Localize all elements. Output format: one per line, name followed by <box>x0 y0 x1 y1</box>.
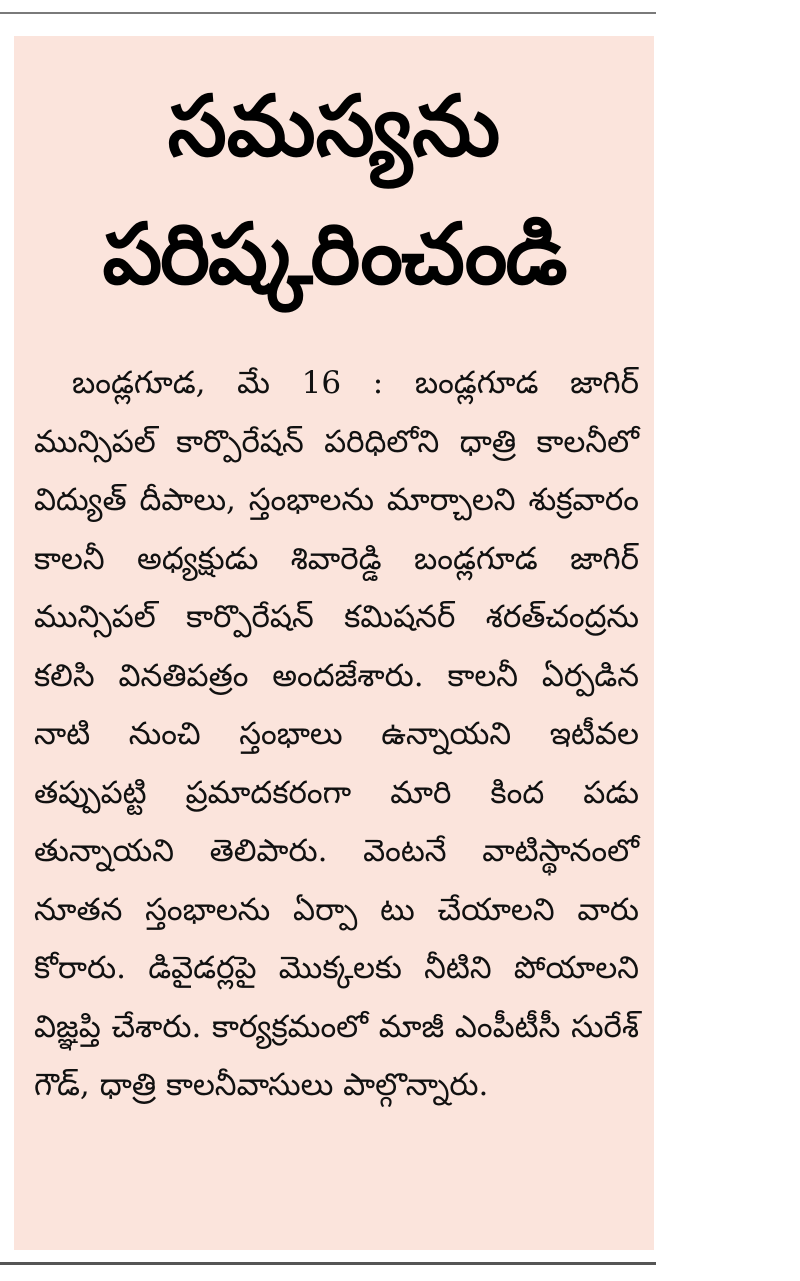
headline-line-1: సమస్యను <box>167 77 501 175</box>
article-body: బండ్లగూడ, మే 16 : బండ్లగూడ జాగిర్ మున్సిపల్ కార్పొరేషన్ పరిధిలోని ధాత్రి కాలనీలో విద్యుత్ దీపాలు, స్తంభాలను మార్చాలని శుక్రవారం కాలనీ అధ్యక్షుడు శివారెడ్డి బండ్లగూడ జాగిర్ మున్సిపల్ కార్పొరేషన్ కమిషనర్ శరత్‌చంద్రను కలిసి వినతిపత్రం అందజేశారు. కాలనీ ఏర్పడిన నాటి నుంచి స్తంభాలు ఉన్నాయని ఇటీవల తప్పుపట్టి ప్రమాదకరంగా మారి కింద పడు తున్నాయని తెలిపారు. వెంటనే వాటిస్థానంలో నూతన స్తంభాలను ఏర్పా టు చేయాలని వారు కోరారు. డివైడర్లపై మొక్కలకు నీటిని పోయాలని విజ్ఞప్తి చేశారు. కార్యక్రమంలో మాజీ ఎంపీటీసీ సురేశ్ గౌడ్, ధాత్రి కాలనీవాసులు పాల్గొన్నారు. <box>34 365 639 1103</box>
headline-line-2: పరిష్కరించండి <box>102 205 566 303</box>
news-clipping <box>14 36 654 1250</box>
bottom-divider-line <box>0 1262 656 1265</box>
top-divider-line <box>0 12 656 14</box>
